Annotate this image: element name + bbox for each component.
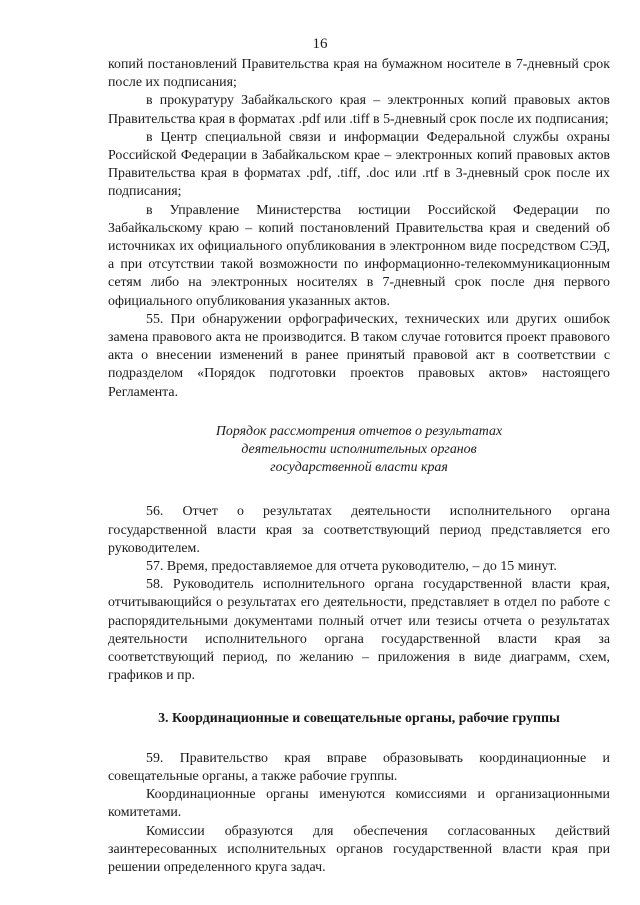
subsection-heading-line: Порядок рассмотрения отчетов о результатах (215, 423, 503, 439)
paragraph-commissions: Комиссии образуются для обеспечения согласованных действий заинтересованных исполнительных органов государственной власти края при решении определенного круга задач. (108, 823, 610, 875)
section-title: 3. Координационные и совещательные органы, рабочие группы (158, 710, 560, 726)
paragraph-56: 56. Отчет о результатах деятельности исполнительного органа государственной власти края за соответствующий период представляется его руководителем. (108, 504, 610, 556)
subsection-heading-line: государственной власти края (270, 460, 448, 476)
paragraph-coordination-bodies: Координационные органы именуются комиссиями и организационными комитетами. (108, 787, 610, 821)
paragraph-continuation: копий постановлений Правительства края на бумажном носителе в 7-дневный срок после их подписания; (108, 57, 610, 91)
paragraph-55: 55. При обнаружении орфографических, технических или других ошибок замена правового акта не производится. В таком случае готовится проект правового акта о внесении изменений в ранее принятый правовой акт в соответствии с подразделом «Порядок подготовки проектов правовых актов» настоящего Регламента. (108, 311, 610, 400)
paragraph-justice-ministry: в Управление Министерства юстиции Российской Федерации по Забайкальскому краю – копий постановлений Правительства края и сведений об источниках их официального опубликования в электронном виде посредством СЭД, а при отсутствии такой возможности по информационно-телекоммуникационным сетям либо на электронных носителях в 7-дневный срок после дня первого официального опубликования указанных актов. (108, 202, 610, 309)
document-body (108, 56, 610, 877)
subsection-heading (108, 423, 610, 478)
paragraph-special-center: в Центр специальной связи и информации Федеральной службы охраны Российской Федерации в Забайкальском крае – электронных копий правовых актов Правительства края в форматах .pdf, .tiff, .doc или .rtf в 3-дневный срок после их подписания; (108, 129, 610, 200)
paragraph-59: 59. Правительство края вправе образовывать координационные и совещательные органы, а также рабочие группы. (108, 750, 610, 784)
subsection-heading-line: деятельности исполнительных органов (241, 442, 477, 458)
page-number: 16 (312, 36, 328, 52)
paragraph-57: 57. Время, предоставляемое для отчета руководителю, – до 15 минут. (146, 559, 557, 575)
paragraph-prosecutor: в прокуратуру Забайкальского края – электронных копий правовых актов Правительства края в форматах .pdf или .tiff в 5-дневный срок после их подписания; (108, 93, 610, 127)
paragraph-58: 58. Руководитель исполнительного органа государственной власти края, отчитывающийся о результатах его деятельности, представляет в отдел по работе с распорядительными документами полный отчет или тезисы отчета о результатах деятельности исполнительного органа государственной власти края за соответствующий период, по желанию – приложения в виде диаграмм, схем, графиков и пр. (108, 577, 610, 684)
